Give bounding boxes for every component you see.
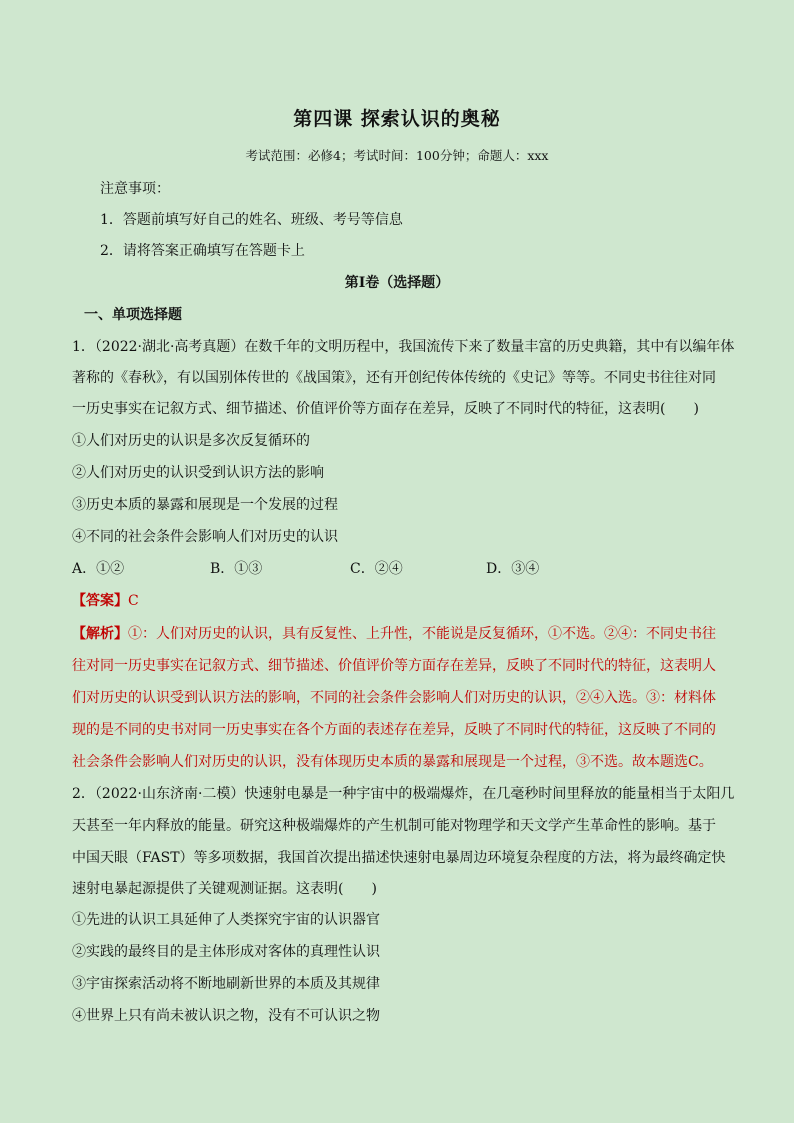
option-b: B．①③ bbox=[210, 561, 263, 577]
question-1-statement: ③历史本质的暴露和展现是一个发展的过程 bbox=[72, 497, 338, 513]
notice-item: 1．答题前填写好自己的姓名、班级、考号等信息 bbox=[100, 212, 403, 228]
answer-value: C bbox=[128, 593, 139, 609]
question-2-statement: ②实践的最终目的是主体形成对客体的真理性认识 bbox=[72, 944, 380, 960]
question-1-line: 著称的《春秋》，有以国别体传世的《战国策》，还有开创纪传体传统的《史记》等等。不同史书往往对同 bbox=[72, 370, 716, 386]
question-1-statement: ②人们对历史的认识受到认识方法的影响 bbox=[72, 465, 324, 481]
question-2-statement: ④世界上只有尚未被认识之物，没有不可认识之物 bbox=[72, 1008, 380, 1024]
section-title: 第I卷（选择题） bbox=[344, 275, 450, 291]
page-title: 第四课 探索认识的奥秘 bbox=[293, 108, 501, 130]
analysis-line: 往对同一历史事实在记叙方式、细节描述、价值评价等方面存在差异，反映了不同时代的特征，这表明人 bbox=[72, 658, 716, 674]
analysis-line bbox=[72, 623, 722, 643]
answer-line bbox=[72, 590, 722, 610]
question-1-statement: ④不同的社会条件会影响人们对历史的认识 bbox=[72, 529, 338, 545]
analysis-line: 现的是不同的史书对同一历史事实在各个方面的表述存在差异，反映了不同时代的特征，这反映了不同的 bbox=[72, 722, 716, 738]
question-1-line: 一历史事实在记叙方式、细节描述、价值评价等方面存在差异，反映了不同时代的特征，这表明( ) bbox=[72, 401, 699, 417]
question-2-line: 中国天眼（FAST）等多项数据，我国首次提出描述快速射电暴周边环境复杂程度的方法，将为最终确定快 bbox=[72, 850, 726, 866]
question-2-line: 2．（2022·山东济南·二模）快速射电暴是一种宇宙中的极端爆炸，在几毫秒时间里释放的能量相当于太阳几 bbox=[72, 786, 735, 802]
part-title: 一、单项选择题 bbox=[84, 307, 182, 323]
question-2-line: 速射电暴起源提供了关键观测证据。这表明( ) bbox=[72, 881, 377, 897]
analysis-line: 社会条件会影响人们对历史的认识，没有体现历史本质的暴露和展现是一个过程，③不选。故本题选C。 bbox=[72, 754, 713, 770]
question-1-options bbox=[72, 558, 722, 578]
answer-tag: 【答案】 bbox=[72, 593, 128, 609]
analysis-line: 们对历史的认识受到认识方法的影响，不同的社会条件会影响人们对历史的认识，②④入选。③：材料体 bbox=[72, 690, 716, 706]
question-1-line: 1．（2022·湖北·高考真题）在数千年的文明历程中，我国流传下来了数量丰富的历史典籍，其中有以编年体 bbox=[72, 339, 735, 355]
option-d: D．③④ bbox=[486, 561, 540, 577]
option-a: A．①② bbox=[72, 561, 125, 577]
notice-item: 2．请将答案正确填写在答题卡上 bbox=[100, 243, 305, 259]
notice-heading: 注意事项： bbox=[100, 181, 170, 197]
question-1-statement: ①人们对历史的认识是多次反复循环的 bbox=[72, 433, 310, 449]
option-c: C．②④ bbox=[350, 561, 403, 577]
analysis-text: ①：人们对历史的认识，具有反复性、上升性，不能说是反复循环，①不选。②④：不同史书往 bbox=[128, 626, 716, 642]
question-2-statement: ③宇宙探索活动将不断地刷新世界的本质及其规律 bbox=[72, 976, 380, 992]
analysis-tag: 【解析】 bbox=[72, 626, 128, 642]
question-2-statement: ①先进的认识工具延伸了人类探究宇宙的认识器官 bbox=[72, 912, 380, 928]
exam-info: 考试范围：必修4；考试时间：100分钟；命题人：xxx bbox=[245, 148, 549, 163]
question-2-line: 天甚至一年内释放的能量。研究这种极端爆炸的产生机制可能对物理学和天文学产生革命性的影响。基于 bbox=[72, 818, 716, 834]
